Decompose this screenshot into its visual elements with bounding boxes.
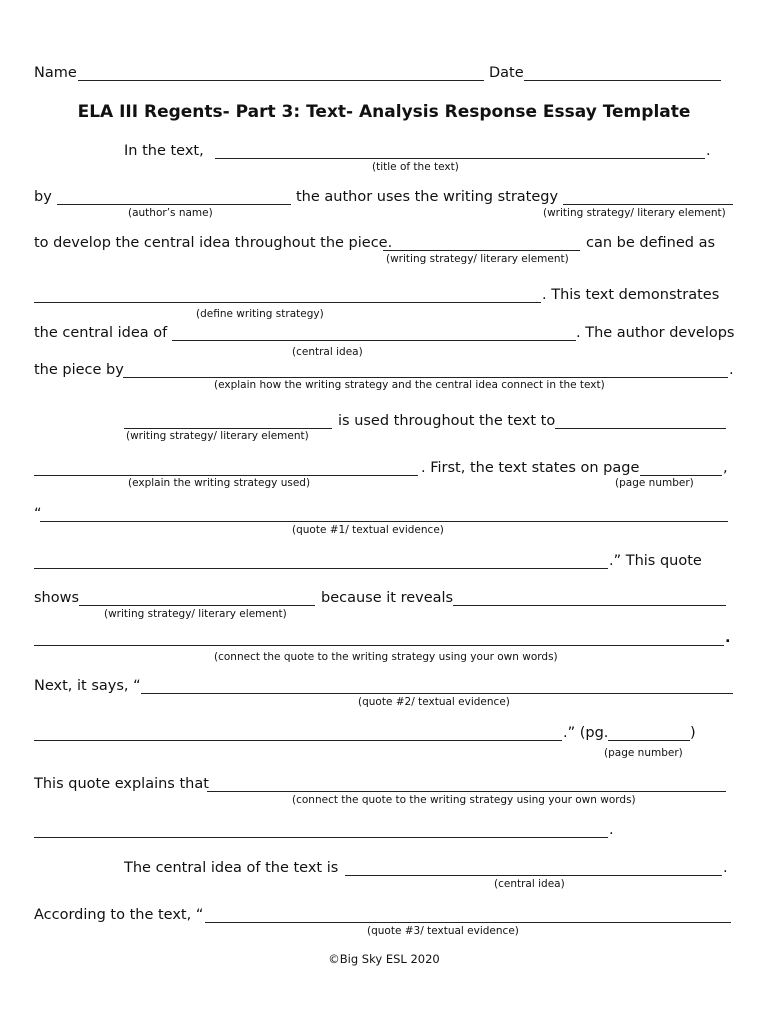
name-label: Name (34, 65, 77, 81)
quote-2-line-2[interactable] (34, 740, 562, 741)
explain-connection-line[interactable] (123, 377, 728, 378)
develop-central-label: to develop the central idea throughout the piece. (34, 235, 393, 251)
date-label: Date (489, 65, 524, 81)
quote-1-line-1[interactable] (40, 521, 728, 522)
open-quote: “ (34, 506, 42, 522)
define-strategy-line[interactable] (34, 302, 541, 303)
hint-page-number: (page number) (604, 747, 683, 759)
reveals-line[interactable] (453, 605, 726, 606)
hint-page-number: (page number) (615, 477, 694, 489)
writing-strategy-line-4[interactable] (79, 605, 315, 606)
central-idea-is-label: The central idea of the text is (124, 860, 339, 876)
hint-writing-strategy: (writing strategy/ literary element) (126, 430, 309, 442)
piece-by-label: the piece by (34, 362, 124, 378)
period: . (729, 362, 734, 378)
shows-label: shows (34, 590, 80, 606)
defined-as-label: can be defined as (586, 235, 716, 251)
central-idea-line-1[interactable] (172, 340, 576, 341)
by-label: by (34, 189, 52, 205)
central-idea-line-2[interactable] (345, 875, 722, 876)
hint-writing-strategy: (writing strategy/ literary element) (104, 608, 287, 620)
hint-central-idea: (central idea) (292, 346, 363, 358)
demonstrates-label: . This text demonstrates (542, 287, 720, 303)
connect-quote-line-3[interactable] (34, 837, 608, 838)
title-of-text-line[interactable] (215, 158, 705, 159)
hint-quote-1: (quote #1/ textual evidence) (292, 524, 444, 536)
hint-quote-2: (quote #2/ textual evidence) (358, 696, 510, 708)
next-says-label: Next, it says, “ (34, 678, 141, 694)
in-the-text-label: In the text, (124, 143, 204, 159)
period: . (723, 860, 728, 876)
writing-strategy-line-3[interactable] (124, 428, 332, 429)
writing-strategy-line-1[interactable] (563, 204, 733, 205)
hint-writing-strategy: (writing strategy/ literary element) (386, 253, 569, 265)
hint-title-of-text: (title of the text) (372, 161, 459, 173)
hint-connect-quote: (connect the quote to the writing strategy using your own words) (292, 794, 636, 806)
hint-central-idea: (central idea) (494, 878, 565, 890)
hint-define-strategy: (define writing strategy) (196, 308, 324, 320)
used-to-line[interactable] (555, 428, 726, 429)
connect-quote-line-2[interactable] (207, 791, 726, 792)
page-title: ELA III Regents- Part 3: Text- Analysis Response Essay Template (77, 102, 691, 122)
used-throughout-label: is used throughout the text to (338, 413, 556, 429)
copyright-footer: ©Big Sky ESL 2020 (328, 952, 440, 966)
explain-strategy-line[interactable] (34, 475, 418, 476)
author-uses-label: the author uses the writing strategy (296, 189, 559, 205)
author-name-line[interactable] (57, 204, 291, 205)
central-idea-of-label: the central idea of (34, 325, 168, 341)
quote-explains-label: This quote explains that (34, 776, 209, 792)
period: . (725, 630, 731, 646)
name-line[interactable] (78, 80, 484, 81)
comma: , (723, 460, 728, 476)
page-number-line-1[interactable] (640, 475, 722, 476)
hint-author-name: (author’s name) (128, 207, 213, 219)
period: . (609, 822, 614, 838)
this-quote-label: .” This quote (609, 553, 702, 569)
hint-explain-connection: (explain how the writing strategy and the central idea connect in the text) (214, 379, 605, 391)
quote-1-line-2[interactable] (34, 568, 608, 569)
first-states-label: . First, the text states on page (421, 460, 640, 476)
page-number-line-2[interactable] (608, 740, 690, 741)
period: . (706, 143, 711, 159)
because-reveals-label: because it reveals (321, 590, 454, 606)
pg-close-label: ) (690, 725, 696, 741)
hint-explain-strategy: (explain the writing strategy used) (128, 477, 311, 489)
pg-open-label: .” (pg. (563, 725, 609, 741)
hint-connect-quote: (connect the quote to the writing strategy using your own words) (214, 651, 558, 663)
connect-quote-line-1[interactable] (34, 645, 724, 646)
quote-2-line-1[interactable] (141, 693, 733, 694)
hint-quote-3: (quote #3/ textual evidence) (367, 925, 519, 937)
author-develops-label: . The author develops (576, 325, 735, 341)
according-label: According to the text, “ (34, 907, 204, 923)
hint-writing-strategy: (writing strategy/ literary element) (543, 207, 726, 219)
date-line[interactable] (524, 80, 721, 81)
writing-strategy-line-2[interactable] (383, 250, 580, 251)
quote-3-line[interactable] (205, 922, 731, 923)
